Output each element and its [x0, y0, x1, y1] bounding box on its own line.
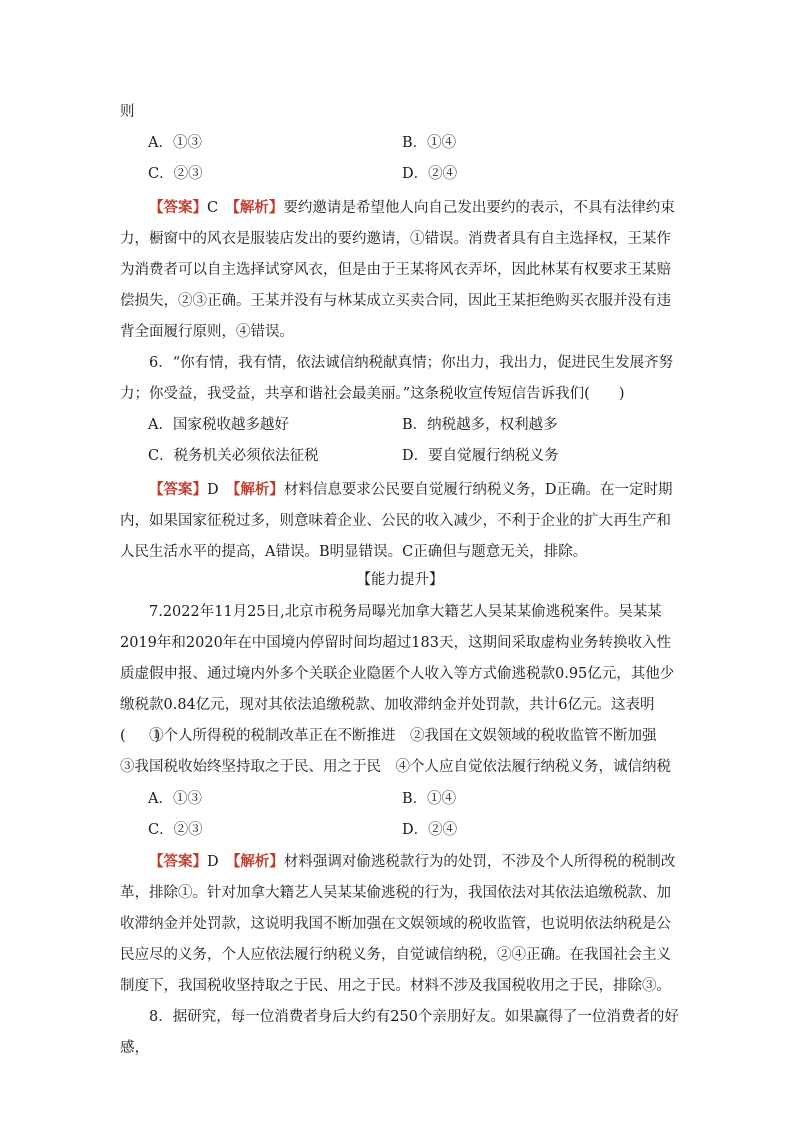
q7-option-a: A．①③ — [148, 791, 202, 807]
q5-answer: C — [207, 200, 219, 216]
q7-option-b: B．①④ — [402, 791, 457, 807]
answer-label: 【答案】 — [149, 199, 207, 216]
q7-items: ①个人所得税的税制改革正在不断推进 ②我国在文娱领域的税收监管不断加强 ③我国税收始终坚持取之于民、用之于民 ④个人应自觉依法履行纳税义务，诚信纳税 — [120, 728, 671, 775]
q6-answer-block — [120, 474, 680, 568]
q6-option-d: D．要自觉履行纳税义务 — [402, 448, 559, 464]
q6-option-b: B．纳税越多，权利越多 — [402, 417, 558, 433]
q6-stem: 6．“你有情，我有情，依法诚信纳税献真情；你出力，我出力，促进民生发展齐努力；你受益，我受益，共享和谐社会最美丽。”这条税收宣传短信告诉我们( ) — [120, 355, 674, 402]
answer-label: 【答案】 — [149, 853, 207, 870]
q7-answer-block — [120, 846, 680, 1002]
q7-stem: 7.2022年11月25日,北京市税务局曝光加拿大籍艺人吴某某偷逃税案件。吴某某2019年和2020年在中国境内停留时间均超过183天，这期间采取虚构业务转换收入性质虚假申报、通过境内外多个关联企业隐匿个人收入等方式偷逃税款0.95亿元，其他少缴税款0.84亿元，现对其依法追缴税款、加收滞纳金并处罚款，共计6亿元。这表明( ) — [120, 604, 675, 744]
q6-option-a: A．国家税收越多越好 — [148, 417, 289, 433]
q8-stem: 8．据研究，每一位消费者身后大约有250个亲朋好友。如果赢得了一位消费者的好感， — [120, 1009, 679, 1056]
q6-option-c: C．税务机关必须依法征税 — [148, 448, 319, 464]
q6-answer: D — [207, 482, 219, 498]
q7-answer: D — [207, 854, 219, 870]
q7-analysis: 材料强调对偷逃税款行为的处罚，不涉及个人所得税的税制改革，排除①。针对加拿大籍艺人吴某某偷逃税的行为，我国依法对其依法追缴税款、加收滞纳金并处罚款，这说明我国不断加强在文娱领域的税收监管，也说明依法纳税是公民应尽的义务，个人应依法履行纳税义务，自觉诚信纳税，②④正确。在我国社会主义制度下，我国税收坚持取之于民、用之于民。材料不涉及我国税收用之于民，排除③。 — [120, 854, 676, 994]
analysis-label: 【解析】 — [233, 481, 284, 498]
q5-option-b: B．①④ — [402, 135, 457, 151]
q5-option-d: D．②④ — [402, 166, 458, 182]
q5-analysis: 要约邀请是希望他人向自己发出要约的表示，不具有法律约束力，橱窗中的风衣是服装店发出的要约邀请，①错误。消费者具有自主选择权，王某作为消费者可以自主选择试穿风衣，但是由于王某将风衣弄坏，因此林某有权要求王某赔偿损失，②③正确。王某并没有与林某成立买卖合同，因此王某拒绝购买衣服并没有违背全面履行原则，④错误。 — [120, 200, 675, 340]
q5-option-a: A．①③ — [148, 135, 202, 151]
q7-option-d: D．②④ — [402, 822, 458, 838]
intro-fragment: 则 — [120, 104, 135, 120]
analysis-label: 【解析】 — [233, 853, 284, 870]
q5-answer-block — [120, 192, 680, 348]
section-title: 【能力提升】 — [356, 572, 444, 588]
analysis-label: 【解析】 — [232, 199, 284, 216]
q5-option-c: C．②③ — [148, 166, 203, 182]
q7-option-c: C．②③ — [148, 822, 203, 838]
q6-analysis: 材料信息要求公民要自觉履行纳税义务，D正确。在一定时期内，如果国家征税过多，则意味着企业、公民的收入减少，不利于企业的扩大再生产和人民生活水平的提高，A错误。B明显错误。C正确但与题意无关，排除。 — [120, 482, 673, 560]
answer-label: 【答案】 — [149, 481, 207, 498]
